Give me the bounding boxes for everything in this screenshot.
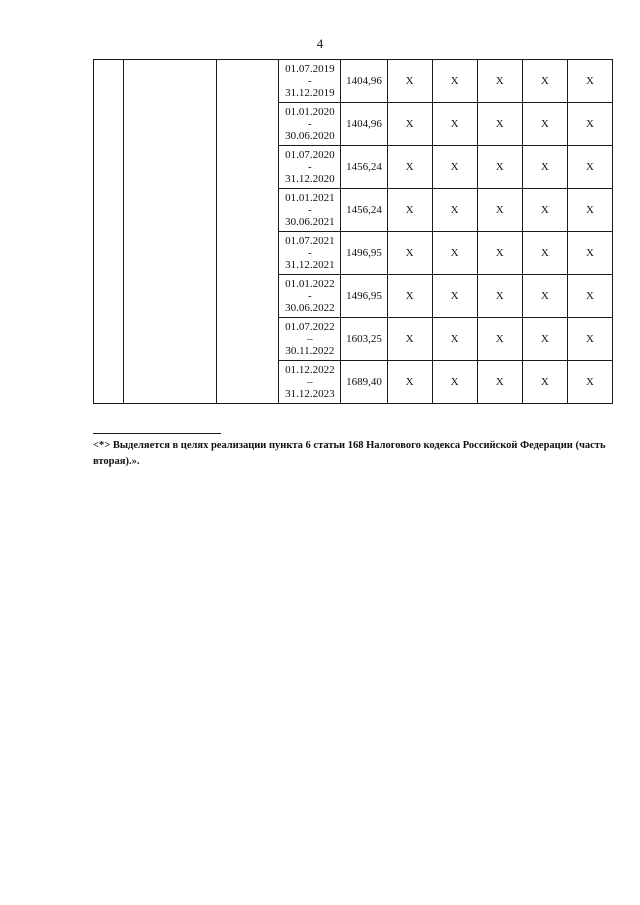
footnote-text: <*> Выделяется в целях реализации пункта 6 статьи 168 Налогового кодекса Российской Федерации (часть вторая).».: [93, 440, 606, 467]
period-cell: [279, 103, 341, 146]
x-mark: X: [567, 232, 612, 275]
x-mark: X: [567, 146, 612, 189]
x-mark: X: [387, 146, 432, 189]
x-mark: X: [432, 232, 477, 275]
period-start: 01.07.2022: [285, 321, 335, 333]
x-mark: X: [567, 318, 612, 361]
x-mark: X: [477, 318, 522, 361]
period-dash: -: [308, 247, 312, 259]
period-end: 30.06.2021: [285, 216, 335, 228]
merged-empty-cell-1: [94, 60, 124, 404]
period-end: 31.12.2023: [285, 388, 335, 400]
x-mark: X: [477, 60, 522, 103]
tariff-value: 1496,95: [341, 275, 387, 318]
period-dash: –: [307, 376, 313, 388]
x-mark: X: [522, 318, 567, 361]
x-mark: X: [477, 146, 522, 189]
period-start: 01.12.2022: [285, 364, 335, 376]
x-mark: X: [522, 361, 567, 404]
x-mark: X: [387, 103, 432, 146]
x-mark: X: [432, 103, 477, 146]
period-end: 31.12.2019: [285, 87, 335, 99]
tariff-value: 1404,96: [341, 103, 387, 146]
period-end: 31.12.2021: [285, 259, 335, 271]
x-mark: X: [387, 189, 432, 232]
x-mark: X: [477, 103, 522, 146]
merged-empty-cell-2: [124, 60, 217, 404]
tariff-value: 1496,95: [341, 232, 387, 275]
period-cell: [279, 318, 341, 361]
x-mark: X: [387, 361, 432, 404]
period-cell: [279, 60, 341, 103]
x-mark: X: [567, 361, 612, 404]
footnote-divider: [93, 433, 221, 434]
x-mark: X: [432, 146, 477, 189]
period-start: 01.07.2021: [285, 235, 335, 247]
period-dash: -: [308, 204, 312, 216]
x-mark: X: [432, 60, 477, 103]
x-mark: X: [477, 232, 522, 275]
tariff-value: 1603,25: [341, 318, 387, 361]
period-dash: –: [307, 333, 313, 345]
period-cell: [279, 146, 341, 189]
x-mark: X: [387, 275, 432, 318]
period-cell: [279, 275, 341, 318]
tariff-value: 1456,24: [341, 146, 387, 189]
x-mark: X: [477, 189, 522, 232]
x-mark: X: [567, 189, 612, 232]
x-mark: X: [522, 275, 567, 318]
period-cell: [279, 361, 341, 404]
period-end: 30.06.2022: [285, 302, 335, 314]
tariff-value: 1689,40: [341, 361, 387, 404]
x-mark: X: [522, 60, 567, 103]
table-body: [94, 60, 613, 404]
x-mark: X: [567, 103, 612, 146]
period-cell: [279, 189, 341, 232]
tariff-table: [93, 59, 613, 404]
x-mark: X: [522, 103, 567, 146]
tariff-value: 1404,96: [341, 60, 387, 103]
period-start: 01.01.2021: [285, 192, 335, 204]
x-mark: X: [432, 361, 477, 404]
x-mark: X: [432, 189, 477, 232]
period-dash: -: [308, 290, 312, 302]
x-mark: X: [567, 60, 612, 103]
tariff-value: 1456,24: [341, 189, 387, 232]
period-start: 01.07.2020: [285, 149, 335, 161]
x-mark: X: [522, 189, 567, 232]
page-number: 4: [316, 36, 324, 51]
period-end: 30.06.2020: [285, 130, 335, 142]
period-cell: [279, 232, 341, 275]
x-mark: X: [522, 146, 567, 189]
x-mark: X: [387, 318, 432, 361]
x-mark: X: [477, 361, 522, 404]
x-mark: X: [387, 60, 432, 103]
period-dash: -: [308, 75, 312, 87]
period-start: 01.07.2019: [285, 63, 335, 75]
period-dash: -: [308, 161, 312, 173]
period-start: 01.01.2020: [285, 106, 335, 118]
x-mark: X: [432, 275, 477, 318]
x-mark: X: [522, 232, 567, 275]
x-mark: X: [477, 275, 522, 318]
x-mark: X: [432, 318, 477, 361]
x-mark: X: [387, 232, 432, 275]
merged-empty-cell-3: [217, 60, 279, 404]
table-row: [94, 60, 613, 103]
period-dash: -: [308, 118, 312, 130]
period-start: 01.01.2022: [285, 278, 335, 290]
period-end: 31.12.2020: [285, 173, 335, 185]
x-mark: X: [567, 275, 612, 318]
period-end: 30.11.2022: [285, 345, 335, 357]
